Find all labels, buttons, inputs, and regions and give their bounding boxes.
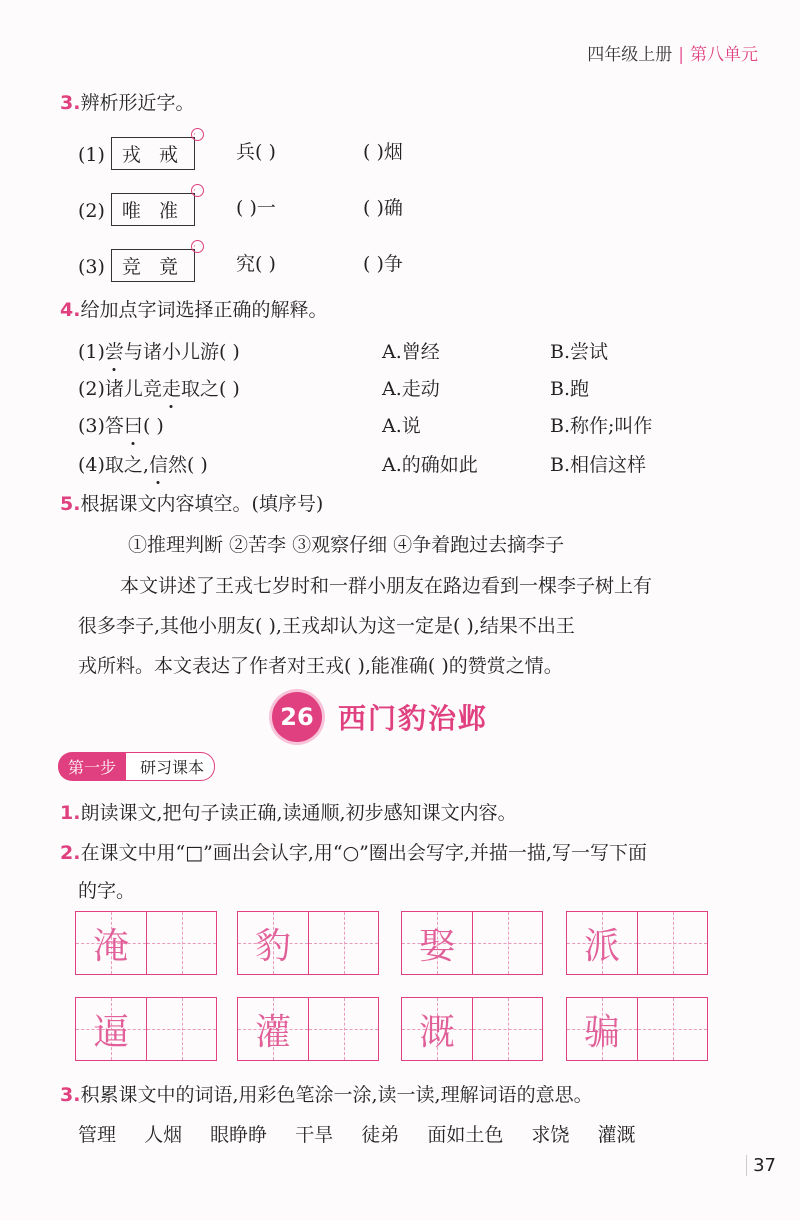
q3-text: 辨析形近字。 bbox=[80, 92, 195, 114]
trace-char: 逼 bbox=[92, 1011, 129, 1053]
row-index: (3) bbox=[78, 256, 105, 278]
char-pair-box bbox=[111, 130, 202, 170]
dotted-char: 尝 bbox=[104, 341, 124, 363]
page-header bbox=[587, 40, 758, 65]
dotted-char: 曰 bbox=[123, 415, 143, 437]
q3-row-2 bbox=[78, 186, 403, 226]
dotted-char: 走 bbox=[161, 378, 181, 400]
q4-number: 4. bbox=[60, 299, 81, 321]
char-pair-box bbox=[111, 242, 202, 282]
row-blank[interactable]: 与诸小儿游( ) bbox=[123, 341, 240, 363]
q5-title bbox=[60, 489, 323, 516]
row-text: (3)答 bbox=[78, 415, 124, 437]
q4-title bbox=[60, 295, 327, 322]
word-item[interactable]: 求饶 bbox=[531, 1124, 570, 1146]
word-item[interactable]: 人烟 bbox=[144, 1124, 183, 1146]
option-b: B.相信这样 bbox=[550, 454, 647, 476]
writing-grid-3[interactable] bbox=[401, 911, 543, 975]
s1-text: 朗读课文,把句子读正确,读通顺,初步感知课文内容。 bbox=[80, 802, 517, 824]
q3-number: 3. bbox=[60, 92, 81, 114]
option-b: B.跑 bbox=[550, 378, 590, 400]
s3-text: 积累课文中的词语,用彩色笔涂一涂,读一读,理解词语的意思。 bbox=[80, 1084, 593, 1106]
writing-grid-5[interactable] bbox=[75, 997, 217, 1061]
q4-row-2 bbox=[78, 374, 590, 401]
blank-b[interactable]: ( )烟 bbox=[363, 141, 403, 163]
blank-b[interactable]: ( )确 bbox=[363, 197, 403, 219]
word-item[interactable]: 灌溉 bbox=[597, 1124, 636, 1146]
writing-grid-7[interactable] bbox=[401, 997, 543, 1061]
page-number: 37 bbox=[746, 1155, 776, 1176]
row-text: (4)取之, bbox=[78, 454, 149, 476]
q5-paragraph-line-2[interactable]: 很多李子,其他小朋友( ),王戎却认为这一定是( ),结果不出王 bbox=[78, 615, 575, 637]
writing-grid-6[interactable] bbox=[237, 997, 379, 1061]
option-b: B.尝试 bbox=[550, 341, 609, 363]
word-item[interactable]: 徒弟 bbox=[361, 1124, 400, 1146]
q4-row-3 bbox=[78, 411, 653, 438]
q4-row-1 bbox=[78, 337, 609, 364]
lesson-number-badge: 26 bbox=[272, 692, 322, 742]
row-text: (2)诸儿竞 bbox=[78, 378, 162, 400]
char-pair: 戎 戒 bbox=[121, 144, 184, 166]
writing-grid-8[interactable] bbox=[566, 997, 708, 1061]
row-blank[interactable]: 取之( ) bbox=[180, 378, 240, 400]
row-blank[interactable]: 然( ) bbox=[167, 454, 208, 476]
q4-text: 给加点字词选择正确的解释。 bbox=[80, 299, 328, 321]
header-separator: | bbox=[678, 45, 684, 65]
word-item[interactable]: 管理 bbox=[78, 1124, 117, 1146]
step-tag: 第一步 bbox=[58, 752, 126, 781]
s2-instruction-cont: 的字。 bbox=[78, 880, 136, 902]
trace-char: 骗 bbox=[583, 1011, 620, 1053]
trace-char: 溉 bbox=[418, 1011, 455, 1053]
s1-number: 1. bbox=[60, 802, 81, 824]
q5-text: 根据课文内容填空。(填序号) bbox=[80, 493, 324, 515]
marker-icon: · bbox=[191, 184, 204, 197]
q4-row-4 bbox=[78, 450, 647, 477]
q5-options: ①推理判断 ②苦李 ③观察仔细 ④争着跑过去摘李子 bbox=[128, 534, 565, 556]
marker-icon: · bbox=[191, 128, 204, 141]
step-badge bbox=[58, 752, 215, 780]
s2-number: 2. bbox=[60, 842, 81, 864]
blank-b[interactable]: ( )争 bbox=[363, 253, 403, 275]
s3-number: 3. bbox=[60, 1084, 81, 1106]
word-item[interactable]: 面如土色 bbox=[427, 1124, 504, 1146]
q5-paragraph-line-1: 本文讲述了王戎七岁时和一群小朋友在路边看到一棵李子树上有 bbox=[120, 575, 653, 597]
word-item[interactable]: 干旱 bbox=[295, 1124, 334, 1146]
trace-char: 派 bbox=[583, 925, 620, 967]
option-a: A.的确如此 bbox=[382, 454, 478, 476]
unit-label: 第八单元 bbox=[690, 45, 758, 65]
q5-paragraph-line-3[interactable]: 戎所料。本文表达了作者对王戎( ),能准确( )的赞赏之情。 bbox=[78, 655, 563, 677]
trace-char: 淹 bbox=[92, 925, 129, 967]
q5-number: 5. bbox=[60, 493, 81, 515]
option-a: A.曾经 bbox=[382, 341, 440, 363]
row-index: (1) bbox=[78, 144, 105, 166]
trace-char: 灌 bbox=[254, 1011, 291, 1053]
row-index: (2) bbox=[78, 200, 105, 222]
word-list bbox=[78, 1120, 635, 1147]
blank-a[interactable]: ( )一 bbox=[236, 197, 276, 219]
grade-label: 四年级上册 bbox=[587, 45, 673, 65]
s2-instruction bbox=[60, 838, 647, 865]
lesson-title: 西门豹治邺 bbox=[338, 702, 489, 735]
step-label: 研习课本 bbox=[126, 752, 215, 781]
char-pair-box bbox=[111, 186, 202, 226]
blank-a[interactable]: 兵( ) bbox=[236, 141, 276, 163]
blank-a[interactable]: 究( ) bbox=[236, 253, 276, 275]
row-text: (1) bbox=[78, 341, 105, 363]
q3-row-3 bbox=[78, 242, 403, 282]
trace-char: 豹 bbox=[254, 925, 291, 967]
writing-grid-1[interactable] bbox=[75, 911, 217, 975]
char-pair: 唯 准 bbox=[121, 200, 184, 222]
s2-text: 在课文中用“□”画出会认字,用“○”圈出会写字,并描一描,写一写下面 bbox=[80, 842, 647, 864]
option-b: B.称作;叫作 bbox=[550, 415, 653, 437]
row-blank[interactable]: ( ) bbox=[142, 415, 164, 437]
marker-icon: · bbox=[191, 240, 204, 253]
word-item[interactable]: 眼睁睁 bbox=[210, 1124, 268, 1146]
q3-title bbox=[60, 88, 194, 115]
q3-row-1 bbox=[78, 130, 403, 170]
char-pair: 竞 竟 bbox=[121, 256, 184, 278]
option-a: A.走动 bbox=[382, 378, 440, 400]
writing-grid-2[interactable] bbox=[237, 911, 379, 975]
s1-instruction bbox=[60, 798, 517, 825]
dotted-char: 信 bbox=[148, 454, 168, 476]
writing-grid-4[interactable] bbox=[566, 911, 708, 975]
trace-char: 娶 bbox=[418, 925, 455, 967]
option-a: A.说 bbox=[382, 415, 421, 437]
s3-instruction bbox=[60, 1080, 593, 1107]
lesson-header bbox=[272, 692, 488, 742]
